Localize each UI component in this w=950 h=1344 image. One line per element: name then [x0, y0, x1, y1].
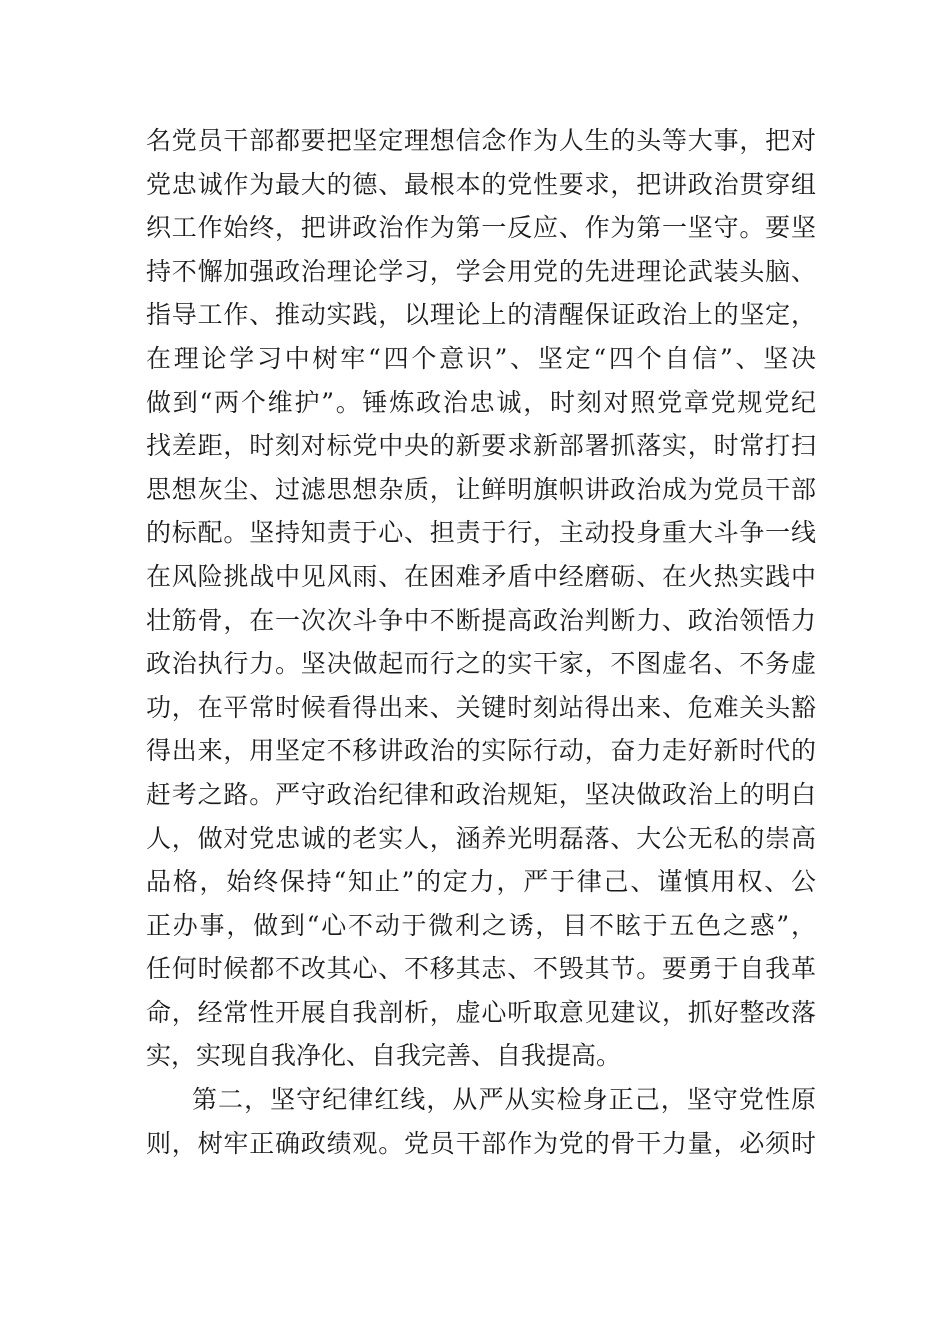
- paragraph-start-line: 第二，坚守纪律红线，从严从实检身正己，坚守党性原: [192, 1085, 816, 1115]
- text-line: 人，做对党忠诚的老实人，涵养光明磊落、大公无私的崇高: [146, 823, 816, 853]
- text-line: 命，经常性开展自我剖析，虚心听取意见建议，抓好整改落: [146, 997, 816, 1027]
- text-line: 做到“两个维护”。锤炼政治忠诚，时刻对照党章党规党纪: [146, 387, 816, 417]
- text-line: 任何时候都不改其心、不移其志、不毁其节。要勇于自我革: [146, 954, 816, 984]
- text-line: 赶考之路。严守政治纪律和政治规矩，坚决做政治上的明白: [146, 779, 816, 809]
- body-text: [146, 119, 816, 1165]
- text-line: 党忠诚作为最大的德、最根本的党性要求，把讲政治贯穿组: [146, 169, 816, 199]
- text-line: 的标配。坚持知责于心、担责于行，主动投身重大斗争一线: [146, 518, 816, 548]
- text-line: 思想灰尘、过滤思想杂质，让鲜明旗帜讲政治成为党员干部: [146, 474, 816, 504]
- text-line: 指导工作、推动实践，以理论上的清醒保证政治上的坚定，: [146, 300, 816, 330]
- text-line: 织工作始终，把讲政治作为第一反应、作为第一坚守。要坚: [146, 213, 816, 243]
- text-line: 在理论学习中树牢“四个意识”、坚定“四个自信”、坚决: [146, 343, 817, 373]
- text-line: 得出来，用坚定不移讲政治的实际行动，奋力走好新时代的: [146, 736, 816, 766]
- text-line: 壮筋骨，在一次次斗争中不断提高政治判断力、政治领悟力: [146, 605, 816, 635]
- text-line: 则，树牢正确政绩观。党员干部作为党的骨干力量，必须时: [146, 1128, 816, 1158]
- text-line: 功，在平常时候看得出来、关键时刻站得出来、危难关头豁: [146, 692, 816, 722]
- text-line: 找差距，时刻对标党中央的新要求新部署抓落实，时常打扫: [146, 431, 816, 461]
- text-line: 正办事，做到“心不动于微利之诱，目不眩于五色之惑”，: [146, 910, 816, 940]
- text-line: 品格，始终保持“知止”的定力，严于律己、谨慎用权、公: [146, 867, 816, 897]
- text-line: 在风险挑战中见风雨、在困难矛盾中经磨砺、在火热实践中: [146, 561, 816, 591]
- text-line: 政治执行力。坚决做起而行之的实干家，不图虚名、不务虚: [146, 649, 816, 679]
- text-line: 持不懈加强政治理论学习，学会用党的先进理论武装头脑、: [146, 256, 816, 286]
- paragraph-end-line: 实，实现自我净化、自我完善、自我提高。: [146, 1041, 622, 1071]
- text-line: 名党员干部都要把坚定理想信念作为人生的头等大事，把对: [146, 126, 816, 155]
